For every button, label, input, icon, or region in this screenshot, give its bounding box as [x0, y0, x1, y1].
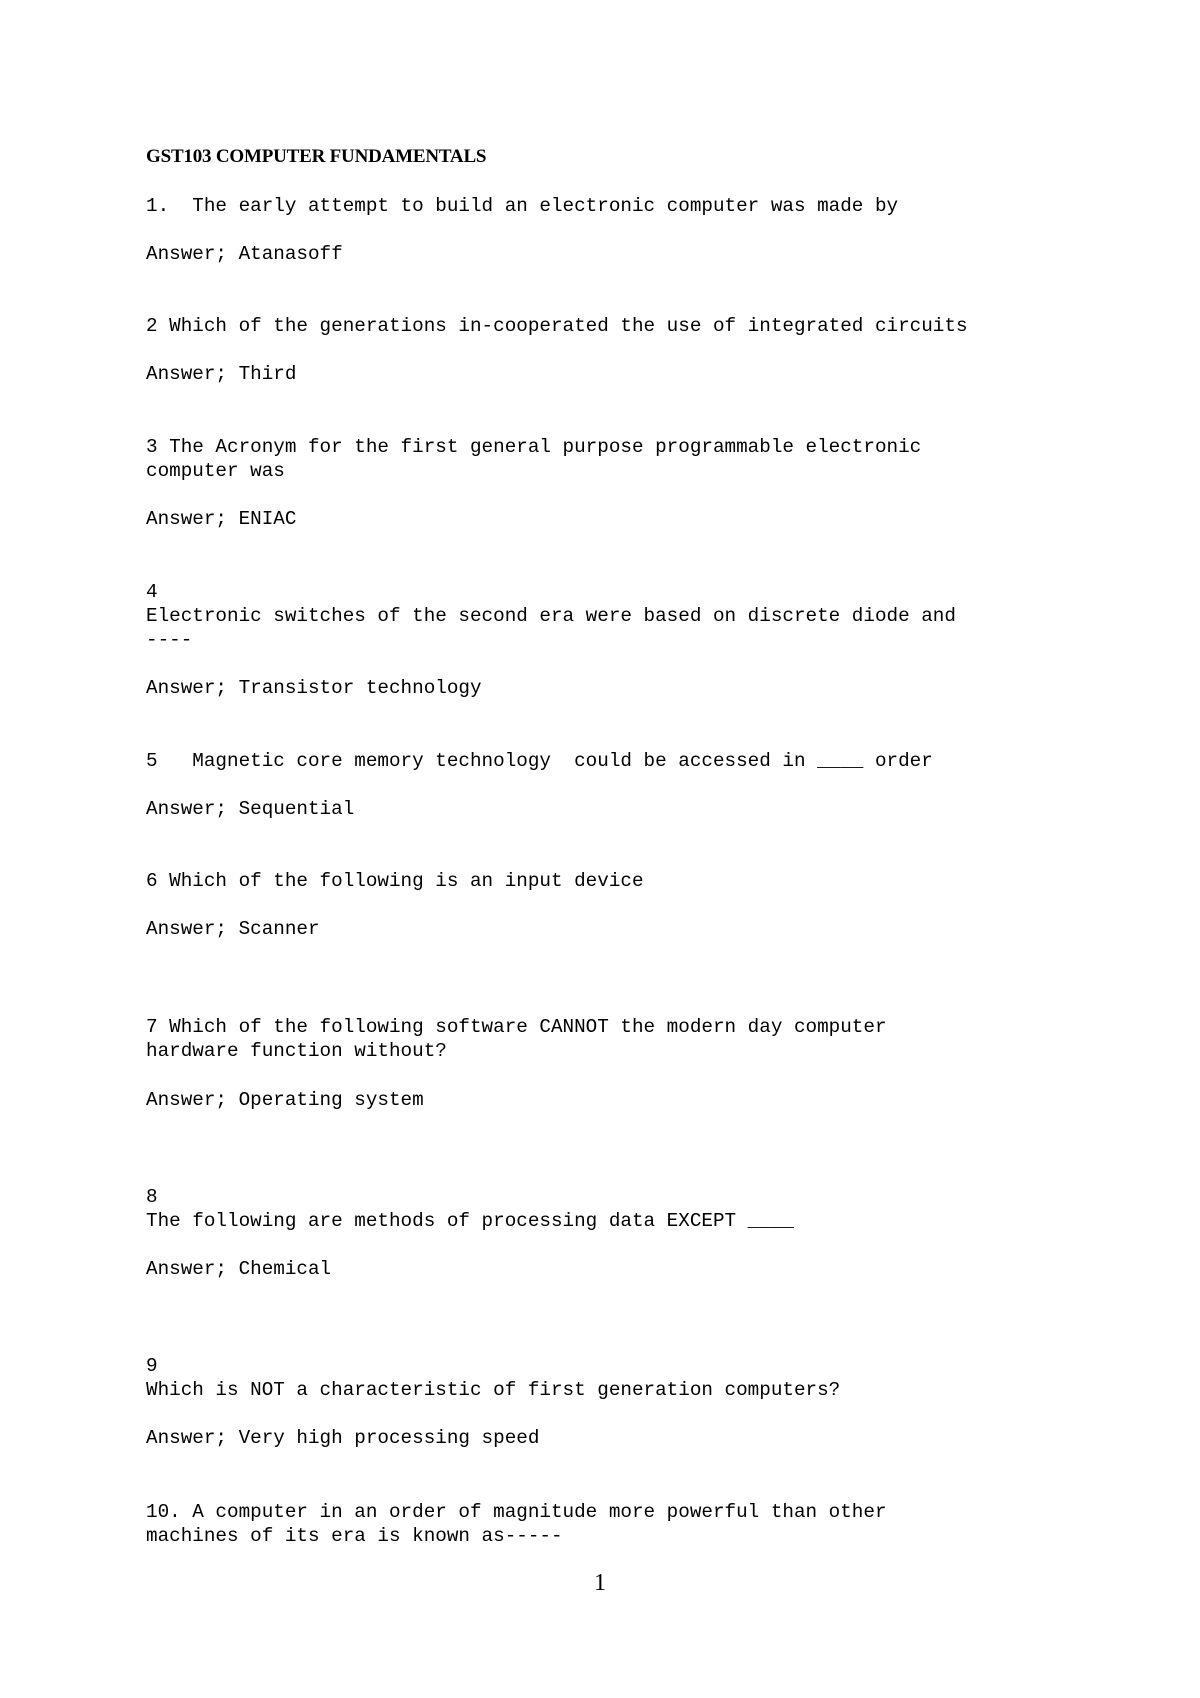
question-3-line-1: 3 The Acronym for the first general purpose programmable electronic — [146, 436, 922, 458]
answer-4: Answer; Transistor technology — [146, 677, 482, 699]
answer-6: Answer; Scanner — [146, 918, 320, 940]
answer-7: Answer; Operating system — [146, 1089, 424, 1111]
question-10-line-2: machines of its era is known as----- — [146, 1525, 563, 1547]
question-8-number: 8 — [146, 1186, 158, 1208]
question-7-line-2: hardware function without? — [146, 1040, 447, 1062]
question-1: 1. The early attempt to build an electronic computer was made by — [146, 195, 899, 217]
question-4-line-2: ---- — [146, 629, 193, 651]
question-9: Which is NOT a characteristic of first generation computers? — [146, 1379, 841, 1401]
answer-2: Answer; Third — [146, 363, 297, 385]
answer-1: Answer; Atanasoff — [146, 243, 343, 265]
page-number: 1 — [594, 1570, 606, 1596]
answer-3: Answer; ENIAC — [146, 508, 297, 530]
question-2: 2 Which of the generations in-cooperated the use of integrated circuits — [146, 315, 968, 337]
question-4-number: 4 — [146, 581, 158, 603]
answer-9: Answer; Very high processing speed — [146, 1427, 540, 1449]
question-4-line-1: Electronic switches of the second era were based on discrete diode and — [146, 605, 956, 627]
document-title: GST103 COMPUTER FUNDAMENTALS — [146, 146, 487, 167]
question-8: The following are methods of processing data EXCEPT ____ — [146, 1210, 794, 1232]
answer-5: Answer; Sequential — [146, 798, 355, 820]
answer-8: Answer; Chemical — [146, 1258, 332, 1280]
question-6: 6 Which of the following is an input device — [146, 870, 644, 892]
question-10-line-1: 10. A computer in an order of magnitude more powerful than other — [146, 1501, 887, 1523]
question-7-line-1: 7 Which of the following software CANNOT the modern day computer — [146, 1016, 887, 1038]
question-3-line-2: computer was — [146, 460, 285, 482]
question-5: 5 Magnetic core memory technology could be accessed in ____ order — [146, 750, 933, 772]
question-9-number: 9 — [146, 1355, 158, 1377]
